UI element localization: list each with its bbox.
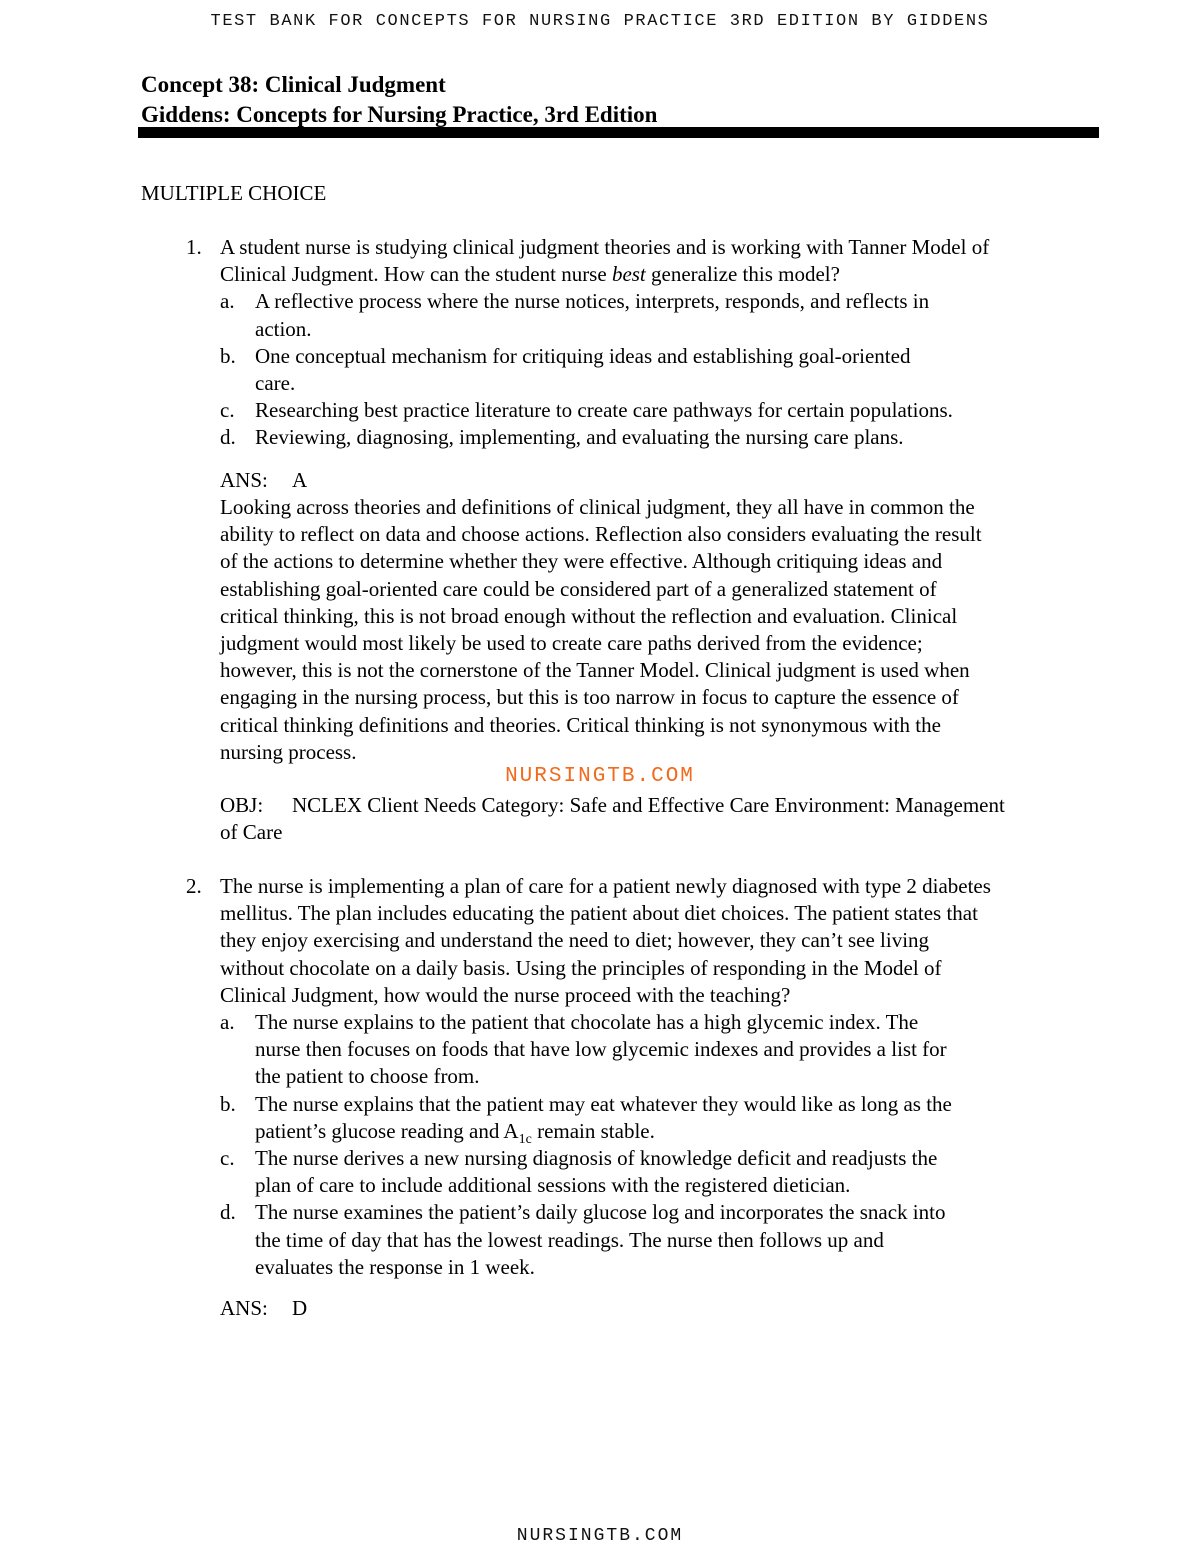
question-stem <box>220 234 1100 288</box>
objective-line <box>220 792 1100 819</box>
stem-text: Clinical Judgment. How can the student nurse <box>220 262 612 287</box>
question-stem <box>220 873 1100 1009</box>
rationale-line: ability to reflect on data and choose actions. Reflection also considers evaluating the result <box>220 522 982 547</box>
answer-value: A <box>292 468 308 492</box>
option-letter: b. <box>220 1091 236 1116</box>
option-c <box>220 1145 1100 1199</box>
option-line: One conceptual mechanism for critiquing ideas and establishing goal-oriented <box>255 343 911 368</box>
subscript-text: 1c <box>518 1132 532 1147</box>
rationale-line: however, this is not the cornerstone of the Tanner Model. Clinical judgment is used when <box>220 658 970 683</box>
stem-line <box>220 261 1100 288</box>
rationale-line: judgment would most likely be used to create care paths derived from the evidence; <box>220 631 923 656</box>
question-number: 2. <box>186 874 202 898</box>
footer: NURSINGTB.COM <box>516 1526 684 1546</box>
rationale-line: critical thinking definitions and theories. Critical thinking is not synonymous with the <box>220 712 941 737</box>
option-line: The nurse examines the patient’s daily glucose log and incorporates the snack into <box>255 1200 946 1225</box>
stem-text: generalize this model? <box>645 262 840 287</box>
option-letter: d. <box>220 1200 236 1225</box>
option-b <box>220 1091 1100 1145</box>
option-text: remain stable. <box>531 1118 655 1143</box>
option-d <box>220 424 1100 451</box>
option-letter: a. <box>220 1010 235 1034</box>
stem-emphasis: best <box>611 262 646 287</box>
objective-line: of Care <box>220 820 283 845</box>
rationale-line: Looking across theories and definitions of clinical judgment, they all have in common the <box>220 495 975 519</box>
answer-value: D <box>292 1296 308 1320</box>
option-letter: b. <box>220 343 236 368</box>
option-line: the time of day that has the lowest readings. The nurse then follows up and <box>255 1227 884 1252</box>
objective-1 <box>220 792 1100 846</box>
answer-label: ANS: <box>220 1296 268 1320</box>
option-line: care. <box>255 371 296 395</box>
option-d <box>220 1199 1100 1281</box>
option-letter: d. <box>220 425 236 450</box>
rationale-line: establishing goal-oriented care could be considered part of a generalized statement of <box>220 576 937 601</box>
option-a <box>220 1009 1100 1091</box>
option-text: patient’s glucose reading and A <box>255 1118 519 1143</box>
option-a <box>220 288 1100 342</box>
option-b <box>220 343 1100 397</box>
answer-label: ANS: <box>220 468 268 492</box>
book-title: Giddens: Concepts for Nursing Practice, 3rd Edition <box>141 102 658 127</box>
concept-title: Concept 38: Clinical Judgment <box>141 72 446 97</box>
answer-options <box>220 288 1100 451</box>
option-line: plan of care to include additional sessions with the registered dietician. <box>255 1173 851 1198</box>
rationale-line: nursing process. <box>220 739 357 764</box>
option-line: The nurse explains to the patient that chocolate has a high glycemic index. The <box>255 1010 919 1034</box>
option-line: Reviewing, diagnosing, implementing, and evaluating the nursing care plans. <box>255 425 904 450</box>
rationale-1 <box>220 494 1100 766</box>
option-line: The nurse derives a new nursing diagnosis of knowledge deficit and readjusts the <box>255 1146 938 1171</box>
option-letter: c. <box>220 1146 235 1171</box>
option-line: action. <box>255 316 312 341</box>
document-title <box>141 70 657 130</box>
watermark: NURSINGTB.COM <box>505 765 695 788</box>
running-header: TEST BANK FOR CONCEPTS FOR NURSING PRACTICE 3RD EDITION BY GIDDENS <box>210 12 990 31</box>
option-line: Researching best practice literature to create care pathways for certain populations. <box>255 398 953 423</box>
option-c <box>220 397 1100 424</box>
stem-line: mellitus. The plan includes educating the patient about diet choices. The patient states that <box>220 901 978 926</box>
rationale-line: of the actions to determine whether they were effective. Although critiquing ideas and <box>220 549 943 574</box>
objective-text: NCLEX Client Needs Category: Safe and Effective Care Environment: Management <box>292 793 1005 817</box>
rationale-line: engaging in the nursing process, but this is too narrow in focus to capture the essence of <box>220 685 959 710</box>
option-line: A reflective process where the nurse notices, interprets, responds, and reflects in <box>255 289 930 314</box>
option-letter: c. <box>220 398 235 423</box>
stem-line: The nurse is implementing a plan of care for a patient newly diagnosed with type 2 diabetes <box>220 874 991 898</box>
option-line: the patient to choose from. <box>255 1064 480 1089</box>
question-number: 1. <box>186 235 202 259</box>
stem-line: they enjoy exercising and understand the need to diet; however, they can’t see living <box>220 928 930 953</box>
rationale-line: critical thinking, this is not broad enough without the reflection and evaluation. Clinical <box>220 603 958 628</box>
answer-key-2 <box>220 1295 1100 1322</box>
stem-line: A student nurse is studying clinical judgment theories and is working with Tanner Model of <box>220 235 990 259</box>
stem-line: Clinical Judgment, how would the nurse proceed with the teaching? <box>220 982 791 1007</box>
answer-options <box>220 1009 1100 1281</box>
option-line: evaluates the response in 1 week. <box>255 1254 535 1279</box>
objective-label: OBJ: <box>220 793 264 817</box>
answer-key-1 <box>220 467 1100 494</box>
stem-line: without chocolate on a daily basis. Using the principles of responding in the Model of <box>220 955 942 980</box>
option-letter: a. <box>220 289 235 314</box>
option-line: nurse then focuses on foods that have low glycemic indexes and provides a list for <box>255 1037 947 1062</box>
title-rule <box>138 127 1099 138</box>
section-heading: MULTIPLE CHOICE <box>141 181 327 205</box>
option-line: The nurse explains that the patient may eat whatever they would like as long as the <box>255 1091 952 1116</box>
option-line <box>255 1118 1100 1145</box>
